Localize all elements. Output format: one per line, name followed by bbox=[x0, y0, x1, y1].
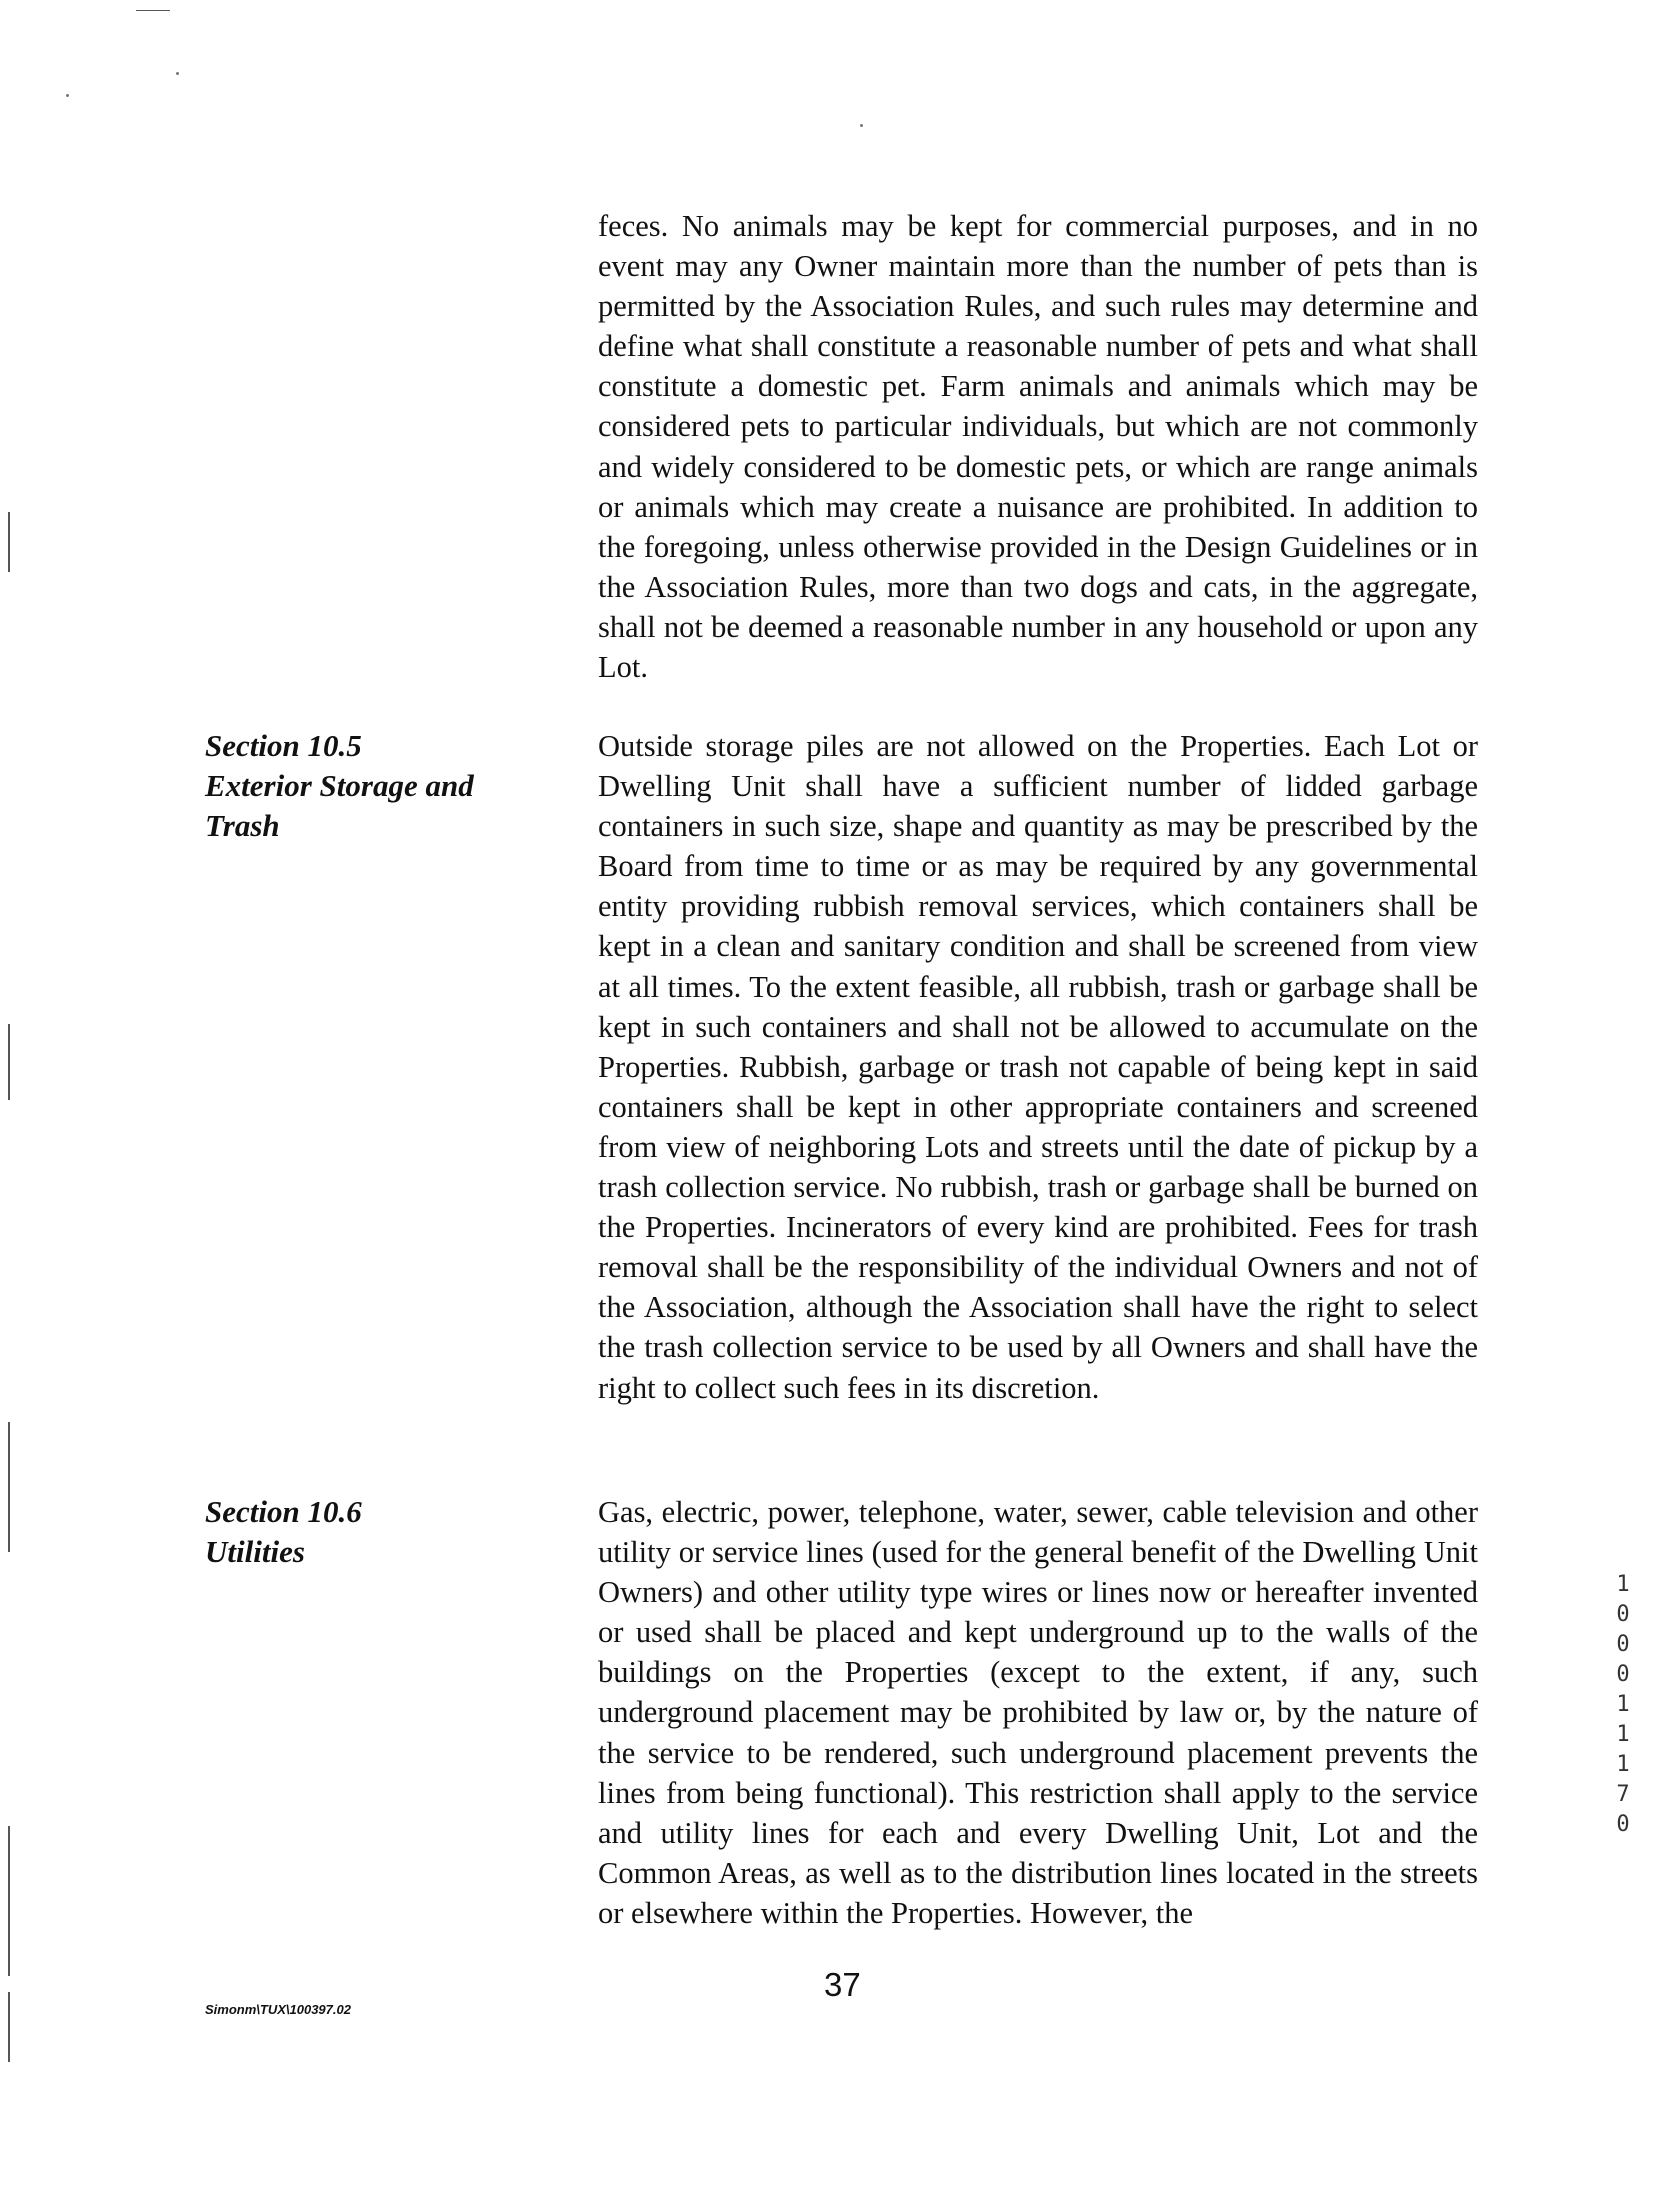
intro-paragraph: feces. No animals may be kept for commercial purposes, and in no event may any Owner maintain more than the number of pets than is permitted by the Association Rules, and such rules may determine and define what shall constitute a reasonable number of pets and what shall constitute a domestic pet. Farm animals and animals which may be considered pets to particular individuals, but which are not commonly and widely considered to be domestic pets, or which are range animals or animals which may create a nuisance are prohibited. In addition to the foregoing, unless otherwise provided in the Design Guidelines or in the Association Rules, more than two dogs and cats, in the aggregate, shall not be deemed a reasonable number in any household or upon any Lot. bbox=[598, 209, 1478, 685]
scan-artifact-line bbox=[8, 1024, 10, 1100]
section-10-6-heading bbox=[205, 1492, 535, 1572]
scan-artifact-dot bbox=[66, 94, 69, 97]
section-10-5-text: Outside storage piles are not allowed on the Properties. Each Lot or Dwelling Unit shall have a sufficient number of lidded garbage containers in such size, shape and quantity as may be prescribed by the Board from time to time or as may be required by any governmental entity providing rubbish removal services, which containers shall be kept in a clean and sanitary condition and shall be screened from view at all times. To the extent feasible, all rubbish, trash or garbage shall be kept in such containers and shall not be allowed to accumulate on the Properties. Rubbish, garbage or trash not capable of being kept in said containers shall be kept in other appropriate containers and screened from view of neighboring Lots and streets until the date of pickup by a trash collection service. No rubbish, trash or garbage shall be burned on the Properties. Incinerators of every kind are prohibited. Fees for trash removal shall be the responsibility of the individual Owners and not of the Association, although the Association shall have the right to select the trash collection service to be used by all Owners and shall have the right to collect such fees in its discretion. bbox=[598, 729, 1478, 1405]
scan-artifact-dot bbox=[176, 72, 179, 75]
footer-file-reference: Simonm\TUX\100397.02 bbox=[205, 2002, 351, 2017]
scan-artifact-line bbox=[8, 1992, 10, 2062]
scan-artifact-line bbox=[8, 1422, 10, 1552]
scan-artifact-line bbox=[8, 1826, 10, 1976]
section-number: Section 10.6 bbox=[205, 1494, 362, 1529]
section-title-line-1: Utilities bbox=[205, 1534, 305, 1569]
section-10-6-text: Gas, electric, power, telephone, water, sewer, cable television and other utility or service lines (used for the general benefit of the Dwelling Unit Owners) and other utility type wires or lines now or hereafter invented or used shall be placed and kept underground up to the walls of the buildings on the Properties (except to the extent, if any, such underground placement may be prohibited by law or, by the nature of the service to be rendered, such underground placement prevents the lines from being functional). This restriction shall apply to the service and utility lines for each and every Dwelling Unit, Lot and the Common Areas, as well as to the distribution lines located in the streets or elsewhere within the Properties. However, the bbox=[598, 1495, 1478, 1930]
scan-artifact-line bbox=[8, 512, 10, 572]
margin-stamp: 1 0 0 0 1 1 1 7 0 bbox=[1616, 1572, 1630, 1837]
section-number: Section 10.5 bbox=[205, 728, 362, 763]
scan-artifact-dot bbox=[860, 124, 863, 127]
section-title-line-2: Trash bbox=[205, 808, 280, 843]
section-10-5-heading bbox=[205, 726, 535, 846]
section-title-line-1: Exterior Storage and bbox=[205, 768, 474, 803]
page-number: 37 bbox=[824, 1966, 861, 2003]
scan-artifact-top bbox=[136, 10, 170, 11]
